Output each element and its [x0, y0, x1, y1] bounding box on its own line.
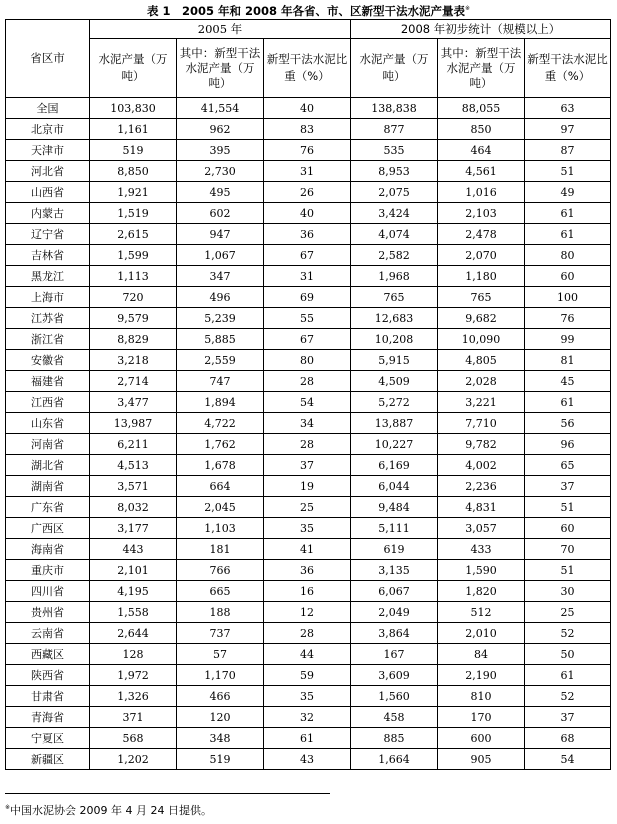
new-dry-2008-cell: 2,236 — [438, 476, 525, 497]
region-cell: 广西区 — [6, 518, 90, 539]
output-2008-cell: 10,227 — [351, 434, 438, 455]
new-dry-2008-cell: 433 — [438, 539, 525, 560]
output-2005-cell: 4,195 — [90, 581, 177, 602]
ratio-2008-cell: 100 — [525, 287, 611, 308]
ratio-2005-cell: 41 — [264, 539, 351, 560]
output-2008-cell: 5,915 — [351, 350, 438, 371]
output-2005-cell: 103,830 — [90, 98, 177, 119]
output-2005-cell: 3,218 — [90, 350, 177, 371]
output-2008-cell: 535 — [351, 140, 438, 161]
new-dry-2005-cell: 495 — [177, 182, 264, 203]
ratio-2008-cell: 99 — [525, 329, 611, 350]
ratio-2008-cell: 51 — [525, 161, 611, 182]
table-row — [6, 476, 611, 497]
new-dry-2008-cell: 88,055 — [438, 98, 525, 119]
new-dry-2008-cell: 170 — [438, 707, 525, 728]
ratio-2005-cell: 67 — [264, 329, 351, 350]
new-dry-2008-cell: 9,682 — [438, 308, 525, 329]
output-2005-cell: 2,644 — [90, 623, 177, 644]
new-dry-2005-cell: 1,170 — [177, 665, 264, 686]
output-2005-cell: 128 — [90, 644, 177, 665]
output-2005-cell: 3,477 — [90, 392, 177, 413]
ratio-2005-cell: 26 — [264, 182, 351, 203]
ratio-2008-cell: 51 — [525, 497, 611, 518]
ratio-2005-cell: 67 — [264, 245, 351, 266]
output-2008-cell: 8,953 — [351, 161, 438, 182]
new-dry-2008-cell: 2,010 — [438, 623, 525, 644]
output-2005-cell: 720 — [90, 287, 177, 308]
ratio-2008-cell: 52 — [525, 623, 611, 644]
ratio-2005-cell: 80 — [264, 350, 351, 371]
ratio-2008-cell: 37 — [525, 476, 611, 497]
col-header-2008-ratio: 新型干法水泥比重（%） — [525, 39, 611, 98]
header-row-2 — [6, 39, 611, 98]
table-row — [6, 623, 611, 644]
col-header-2005-new-dry: 其中：新型干法水泥产量（万吨） — [177, 39, 264, 98]
group-header-2008: 2008 年初步统计（规模以上） — [351, 20, 611, 39]
region-cell: 四川省 — [6, 581, 90, 602]
region-cell: 河南省 — [6, 434, 90, 455]
new-dry-2008-cell: 810 — [438, 686, 525, 707]
table-row — [6, 560, 611, 581]
ratio-2008-cell: 96 — [525, 434, 611, 455]
output-2005-cell: 1,519 — [90, 203, 177, 224]
new-dry-2005-cell: 5,885 — [177, 329, 264, 350]
new-dry-2005-cell: 395 — [177, 140, 264, 161]
output-2005-cell: 1,921 — [90, 182, 177, 203]
output-2005-cell: 568 — [90, 728, 177, 749]
new-dry-2005-cell: 4,722 — [177, 413, 264, 434]
table-row — [6, 707, 611, 728]
output-2008-cell: 1,968 — [351, 266, 438, 287]
region-cell: 山西省 — [6, 182, 90, 203]
ratio-2008-cell: 61 — [525, 203, 611, 224]
output-2008-cell: 458 — [351, 707, 438, 728]
new-dry-2005-cell: 1,678 — [177, 455, 264, 476]
new-dry-2005-cell: 188 — [177, 602, 264, 623]
output-2008-cell: 9,484 — [351, 497, 438, 518]
ratio-2005-cell: 28 — [264, 371, 351, 392]
table-row — [6, 266, 611, 287]
new-dry-2005-cell: 41,554 — [177, 98, 264, 119]
new-dry-2005-cell: 962 — [177, 119, 264, 140]
footnote-divider — [5, 793, 330, 794]
new-dry-2008-cell: 464 — [438, 140, 525, 161]
ratio-2005-cell: 61 — [264, 728, 351, 749]
ratio-2008-cell: 49 — [525, 182, 611, 203]
table-row — [6, 392, 611, 413]
output-2008-cell: 877 — [351, 119, 438, 140]
output-2005-cell: 1,972 — [90, 665, 177, 686]
output-2005-cell: 4,513 — [90, 455, 177, 476]
footnote — [5, 801, 212, 817]
footnote-mark: ※ — [5, 804, 11, 811]
output-2008-cell: 6,169 — [351, 455, 438, 476]
output-2005-cell: 9,579 — [90, 308, 177, 329]
new-dry-2008-cell: 850 — [438, 119, 525, 140]
ratio-2008-cell: 76 — [525, 308, 611, 329]
new-dry-2008-cell: 2,070 — [438, 245, 525, 266]
new-dry-2005-cell: 747 — [177, 371, 264, 392]
region-cell: 山东省 — [6, 413, 90, 434]
output-2008-cell: 4,074 — [351, 224, 438, 245]
new-dry-2005-cell: 1,894 — [177, 392, 264, 413]
new-dry-2008-cell: 2,478 — [438, 224, 525, 245]
table-row — [6, 518, 611, 539]
new-dry-2005-cell: 5,239 — [177, 308, 264, 329]
ratio-2005-cell: 37 — [264, 455, 351, 476]
output-2005-cell: 8,032 — [90, 497, 177, 518]
region-cell: 贵州省 — [6, 602, 90, 623]
table-row — [6, 98, 611, 119]
table-row — [6, 140, 611, 161]
output-2005-cell: 3,571 — [90, 476, 177, 497]
new-dry-2008-cell: 9,782 — [438, 434, 525, 455]
output-2008-cell: 12,683 — [351, 308, 438, 329]
new-dry-2008-cell: 4,002 — [438, 455, 525, 476]
output-2005-cell: 443 — [90, 539, 177, 560]
table-row — [6, 686, 611, 707]
ratio-2008-cell: 56 — [525, 413, 611, 434]
new-dry-2005-cell: 947 — [177, 224, 264, 245]
region-cell: 内蒙古 — [6, 203, 90, 224]
new-dry-2005-cell: 2,730 — [177, 161, 264, 182]
output-2008-cell: 4,509 — [351, 371, 438, 392]
new-dry-2008-cell: 2,190 — [438, 665, 525, 686]
ratio-2005-cell: 55 — [264, 308, 351, 329]
ratio-2008-cell: 52 — [525, 686, 611, 707]
output-2008-cell: 5,111 — [351, 518, 438, 539]
table-row — [6, 539, 611, 560]
ratio-2008-cell: 63 — [525, 98, 611, 119]
region-cell: 安徽省 — [6, 350, 90, 371]
ratio-2008-cell: 50 — [525, 644, 611, 665]
table-row — [6, 308, 611, 329]
table-row — [6, 203, 611, 224]
new-dry-2005-cell: 1,067 — [177, 245, 264, 266]
table-row — [6, 119, 611, 140]
new-dry-2005-cell: 347 — [177, 266, 264, 287]
caption-text: 表 1 2005 年和 2008 年各省、市、区新型干法水泥产量表 — [146, 4, 465, 18]
output-2005-cell: 519 — [90, 140, 177, 161]
ratio-2008-cell: 51 — [525, 560, 611, 581]
region-cell: 湖南省 — [6, 476, 90, 497]
cement-production-table — [5, 19, 611, 770]
new-dry-2005-cell: 120 — [177, 707, 264, 728]
table-row — [6, 455, 611, 476]
ratio-2005-cell: 35 — [264, 686, 351, 707]
region-cell: 西藏区 — [6, 644, 90, 665]
output-2008-cell: 1,560 — [351, 686, 438, 707]
table-row — [6, 161, 611, 182]
output-2008-cell: 167 — [351, 644, 438, 665]
output-2008-cell: 138,838 — [351, 98, 438, 119]
new-dry-2005-cell: 519 — [177, 749, 264, 770]
new-dry-2008-cell: 7,710 — [438, 413, 525, 434]
col-header-2008-new-dry: 其中：新型干法水泥产量（万吨） — [438, 39, 525, 98]
new-dry-2008-cell: 1,820 — [438, 581, 525, 602]
new-dry-2005-cell: 2,045 — [177, 497, 264, 518]
ratio-2008-cell: 70 — [525, 539, 611, 560]
region-cell: 重庆市 — [6, 560, 90, 581]
ratio-2005-cell: 43 — [264, 749, 351, 770]
footnote-text: 中国水泥协会 2009 年 4 月 24 日提供。 — [10, 804, 212, 817]
output-2008-cell: 885 — [351, 728, 438, 749]
table-row — [6, 602, 611, 623]
table-row — [6, 245, 611, 266]
new-dry-2008-cell: 600 — [438, 728, 525, 749]
ratio-2005-cell: 28 — [264, 434, 351, 455]
output-2008-cell: 13,887 — [351, 413, 438, 434]
ratio-2005-cell: 36 — [264, 560, 351, 581]
ratio-2005-cell: 35 — [264, 518, 351, 539]
output-2008-cell: 5,272 — [351, 392, 438, 413]
output-2008-cell: 3,609 — [351, 665, 438, 686]
output-2005-cell: 1,558 — [90, 602, 177, 623]
ratio-2005-cell: 54 — [264, 392, 351, 413]
region-cell: 河北省 — [6, 161, 90, 182]
output-2008-cell: 3,135 — [351, 560, 438, 581]
table-row — [6, 413, 611, 434]
region-cell: 新疆区 — [6, 749, 90, 770]
output-2008-cell: 619 — [351, 539, 438, 560]
output-2005-cell: 8,850 — [90, 161, 177, 182]
ratio-2005-cell: 31 — [264, 266, 351, 287]
table-row — [6, 350, 611, 371]
new-dry-2005-cell: 766 — [177, 560, 264, 581]
ratio-2008-cell: 60 — [525, 266, 611, 287]
output-2005-cell: 2,615 — [90, 224, 177, 245]
ratio-2005-cell: 12 — [264, 602, 351, 623]
region-cell: 黑龙江 — [6, 266, 90, 287]
new-dry-2008-cell: 905 — [438, 749, 525, 770]
table-row — [6, 182, 611, 203]
table-row — [6, 434, 611, 455]
new-dry-2005-cell: 664 — [177, 476, 264, 497]
region-cell: 天津市 — [6, 140, 90, 161]
new-dry-2005-cell: 1,762 — [177, 434, 264, 455]
new-dry-2005-cell: 2,559 — [177, 350, 264, 371]
output-2005-cell: 2,101 — [90, 560, 177, 581]
ratio-2008-cell: 61 — [525, 224, 611, 245]
new-dry-2008-cell: 4,561 — [438, 161, 525, 182]
region-cell: 辽宁省 — [6, 224, 90, 245]
header-row-1 — [6, 20, 611, 39]
output-2008-cell: 3,864 — [351, 623, 438, 644]
region-cell: 江西省 — [6, 392, 90, 413]
ratio-2005-cell: 25 — [264, 497, 351, 518]
ratio-2008-cell: 80 — [525, 245, 611, 266]
new-dry-2008-cell: 2,103 — [438, 203, 525, 224]
region-cell: 北京市 — [6, 119, 90, 140]
new-dry-2005-cell: 737 — [177, 623, 264, 644]
region-cell: 福建省 — [6, 371, 90, 392]
output-2008-cell: 10,208 — [351, 329, 438, 350]
region-cell: 甘肃省 — [6, 686, 90, 707]
region-cell: 江苏省 — [6, 308, 90, 329]
table-row — [6, 665, 611, 686]
new-dry-2005-cell: 348 — [177, 728, 264, 749]
ratio-2008-cell: 65 — [525, 455, 611, 476]
new-dry-2005-cell: 57 — [177, 644, 264, 665]
output-2005-cell: 3,177 — [90, 518, 177, 539]
new-dry-2008-cell: 512 — [438, 602, 525, 623]
new-dry-2005-cell: 466 — [177, 686, 264, 707]
output-2008-cell: 2,049 — [351, 602, 438, 623]
new-dry-2005-cell: 181 — [177, 539, 264, 560]
output-2005-cell: 13,987 — [90, 413, 177, 434]
table-caption — [0, 2, 617, 18]
col-header-2008-output: 水泥产量（万吨） — [351, 39, 438, 98]
ratio-2008-cell: 61 — [525, 665, 611, 686]
region-cell: 吉林省 — [6, 245, 90, 266]
region-cell: 云南省 — [6, 623, 90, 644]
ratio-2005-cell: 16 — [264, 581, 351, 602]
ratio-2008-cell: 37 — [525, 707, 611, 728]
table-row — [6, 287, 611, 308]
output-2008-cell: 6,067 — [351, 581, 438, 602]
table-row — [6, 497, 611, 518]
output-2005-cell: 8,829 — [90, 329, 177, 350]
ratio-2008-cell: 45 — [525, 371, 611, 392]
region-cell: 浙江省 — [6, 329, 90, 350]
region-cell: 上海市 — [6, 287, 90, 308]
new-dry-2008-cell: 4,831 — [438, 497, 525, 518]
output-2008-cell: 2,582 — [351, 245, 438, 266]
output-2005-cell: 1,113 — [90, 266, 177, 287]
region-header: 省区市 — [6, 20, 90, 98]
region-cell: 陕西省 — [6, 665, 90, 686]
new-dry-2008-cell: 1,590 — [438, 560, 525, 581]
output-2005-cell: 1,202 — [90, 749, 177, 770]
ratio-2008-cell: 87 — [525, 140, 611, 161]
ratio-2005-cell: 44 — [264, 644, 351, 665]
new-dry-2008-cell: 10,090 — [438, 329, 525, 350]
table-row — [6, 224, 611, 245]
region-cell: 青海省 — [6, 707, 90, 728]
output-2005-cell: 1,326 — [90, 686, 177, 707]
ratio-2005-cell: 31 — [264, 161, 351, 182]
ratio-2008-cell: 25 — [525, 602, 611, 623]
ratio-2008-cell: 54 — [525, 749, 611, 770]
ratio-2008-cell: 68 — [525, 728, 611, 749]
new-dry-2005-cell: 665 — [177, 581, 264, 602]
table-row — [6, 728, 611, 749]
region-cell: 宁夏区 — [6, 728, 90, 749]
output-2005-cell: 6,211 — [90, 434, 177, 455]
table-row — [6, 371, 611, 392]
new-dry-2008-cell: 4,805 — [438, 350, 525, 371]
output-2008-cell: 3,424 — [351, 203, 438, 224]
ratio-2005-cell: 32 — [264, 707, 351, 728]
table-row — [6, 581, 611, 602]
new-dry-2008-cell: 1,016 — [438, 182, 525, 203]
new-dry-2005-cell: 496 — [177, 287, 264, 308]
new-dry-2005-cell: 1,103 — [177, 518, 264, 539]
region-cell: 广东省 — [6, 497, 90, 518]
ratio-2005-cell: 69 — [264, 287, 351, 308]
region-cell: 全国 — [6, 98, 90, 119]
col-header-2005-output: 水泥产量（万吨） — [90, 39, 177, 98]
output-2008-cell: 6,044 — [351, 476, 438, 497]
new-dry-2008-cell: 1,180 — [438, 266, 525, 287]
ratio-2005-cell: 59 — [264, 665, 351, 686]
ratio-2005-cell: 83 — [264, 119, 351, 140]
ratio-2008-cell: 30 — [525, 581, 611, 602]
output-2005-cell: 1,599 — [90, 245, 177, 266]
output-2005-cell: 2,714 — [90, 371, 177, 392]
ratio-2005-cell: 36 — [264, 224, 351, 245]
ratio-2005-cell: 40 — [264, 98, 351, 119]
output-2005-cell: 1,161 — [90, 119, 177, 140]
ratio-2005-cell: 76 — [264, 140, 351, 161]
region-cell: 湖北省 — [6, 455, 90, 476]
new-dry-2008-cell: 3,221 — [438, 392, 525, 413]
table-row — [6, 749, 611, 770]
new-dry-2008-cell: 2,028 — [438, 371, 525, 392]
col-header-2005-ratio: 新型干法水泥比重（%） — [264, 39, 351, 98]
ratio-2005-cell: 28 — [264, 623, 351, 644]
region-cell: 海南省 — [6, 539, 90, 560]
new-dry-2005-cell: 602 — [177, 203, 264, 224]
ratio-2005-cell: 34 — [264, 413, 351, 434]
ratio-2008-cell: 61 — [525, 392, 611, 413]
ratio-2008-cell: 60 — [525, 518, 611, 539]
new-dry-2008-cell: 84 — [438, 644, 525, 665]
caption-note-mark: ※ — [465, 5, 471, 12]
table-row — [6, 644, 611, 665]
new-dry-2008-cell: 3,057 — [438, 518, 525, 539]
new-dry-2008-cell: 765 — [438, 287, 525, 308]
output-2005-cell: 371 — [90, 707, 177, 728]
output-2008-cell: 765 — [351, 287, 438, 308]
ratio-2005-cell: 19 — [264, 476, 351, 497]
output-2008-cell: 1,664 — [351, 749, 438, 770]
output-2008-cell: 2,075 — [351, 182, 438, 203]
table-row — [6, 329, 611, 350]
ratio-2008-cell: 97 — [525, 119, 611, 140]
group-header-2005: 2005 年 — [90, 20, 351, 39]
ratio-2005-cell: 40 — [264, 203, 351, 224]
ratio-2008-cell: 81 — [525, 350, 611, 371]
